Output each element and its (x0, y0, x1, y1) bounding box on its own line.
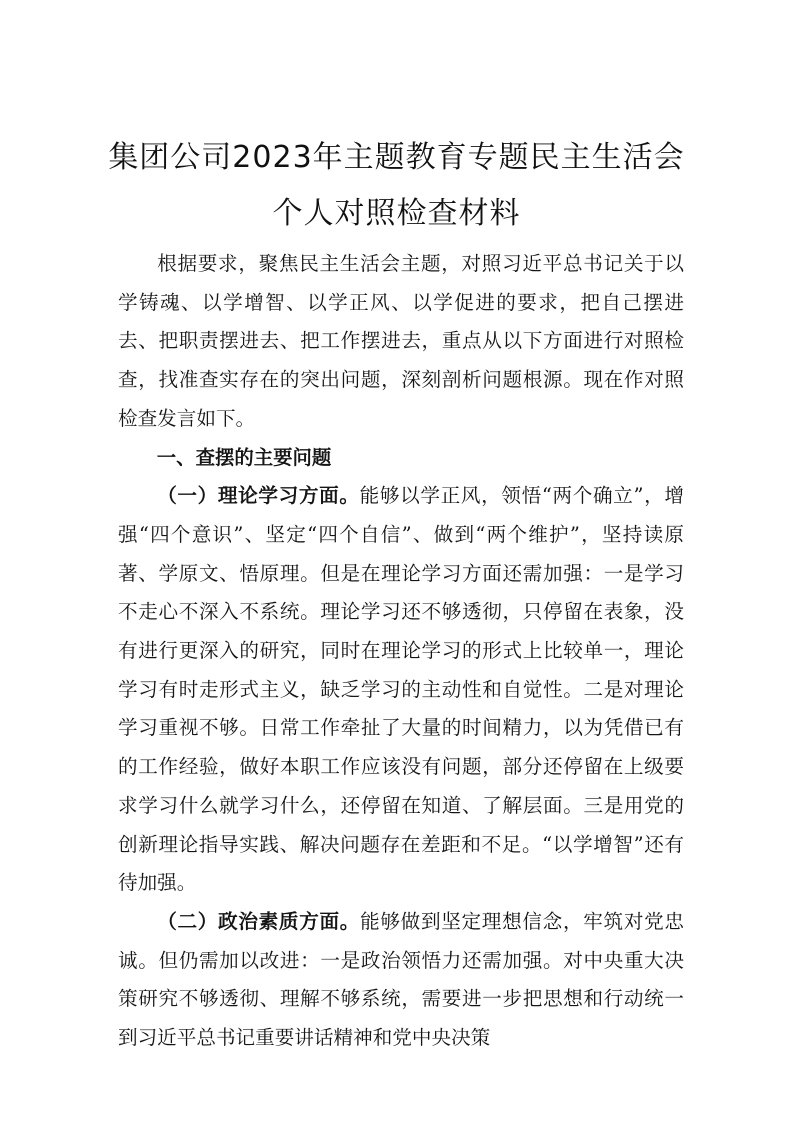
intro-paragraph: 根据要求，聚焦民主生活会主题，对照习近平总书记关于以学铸魂、以学增智、以学正风、以学促进的要求，把自己摆进去、把职责摆进去、把工作摆进去，重点从以下方面进行对照检查，找准查实存在的突出问题，深刻剖析问题根源。现在作对照检查发言如下。 (118, 252, 684, 430)
item-1-lead: （一）理论学习方面。 (157, 484, 360, 508)
document-body (118, 245, 684, 1058)
item-1-paragraph (118, 477, 684, 903)
item-1-text: 能够以学正风，领悟“两个确立”，增强“四个意识”、坚定“四个自信”、做到“两个维护”，坚持读原著、学原文、悟原理。但是在理论学习方面还需加强：一是学习不走心不深入不系统。理论学习还不够透彻，只停留在表象，没有进行更深入的研究，同时在理论学习的形式上比较单一，理论学习有时走形式主义，缺乏学习的主动性和自觉性。二是对理论学习重视不够。日常工作牵扯了大量的时间精力，以为凭借已有的工作经验，做好本职工作应该没有问题，部分还停留在上级要求学习什么就学习什么，还停留在知道、了解层面。三是用党的创新理论指导实践、解决问题存在差距和不足。“以学增智”还有待加强。 (118, 484, 684, 895)
document-subtitle: 个人对照检查材料 (272, 196, 521, 231)
item-2-paragraph (118, 903, 684, 1058)
item-2-text: 能够做到坚定理想信念，牢筑对党忠诚。但仍需加以改进：一是政治领悟力还需加强。对中央重大决策研究不够透彻、理解不够系统，需要进一步把思想和行动统一到习近平总书记重要讲话精神和党中央决策 (118, 909, 685, 1050)
document-title: 集团公司2023年主题教育专题民主生活会 (108, 140, 685, 175)
section-heading: 一、查摆的主要问题 (156, 445, 332, 469)
item-2-lead: （二）政治素质方面。 (157, 909, 361, 933)
